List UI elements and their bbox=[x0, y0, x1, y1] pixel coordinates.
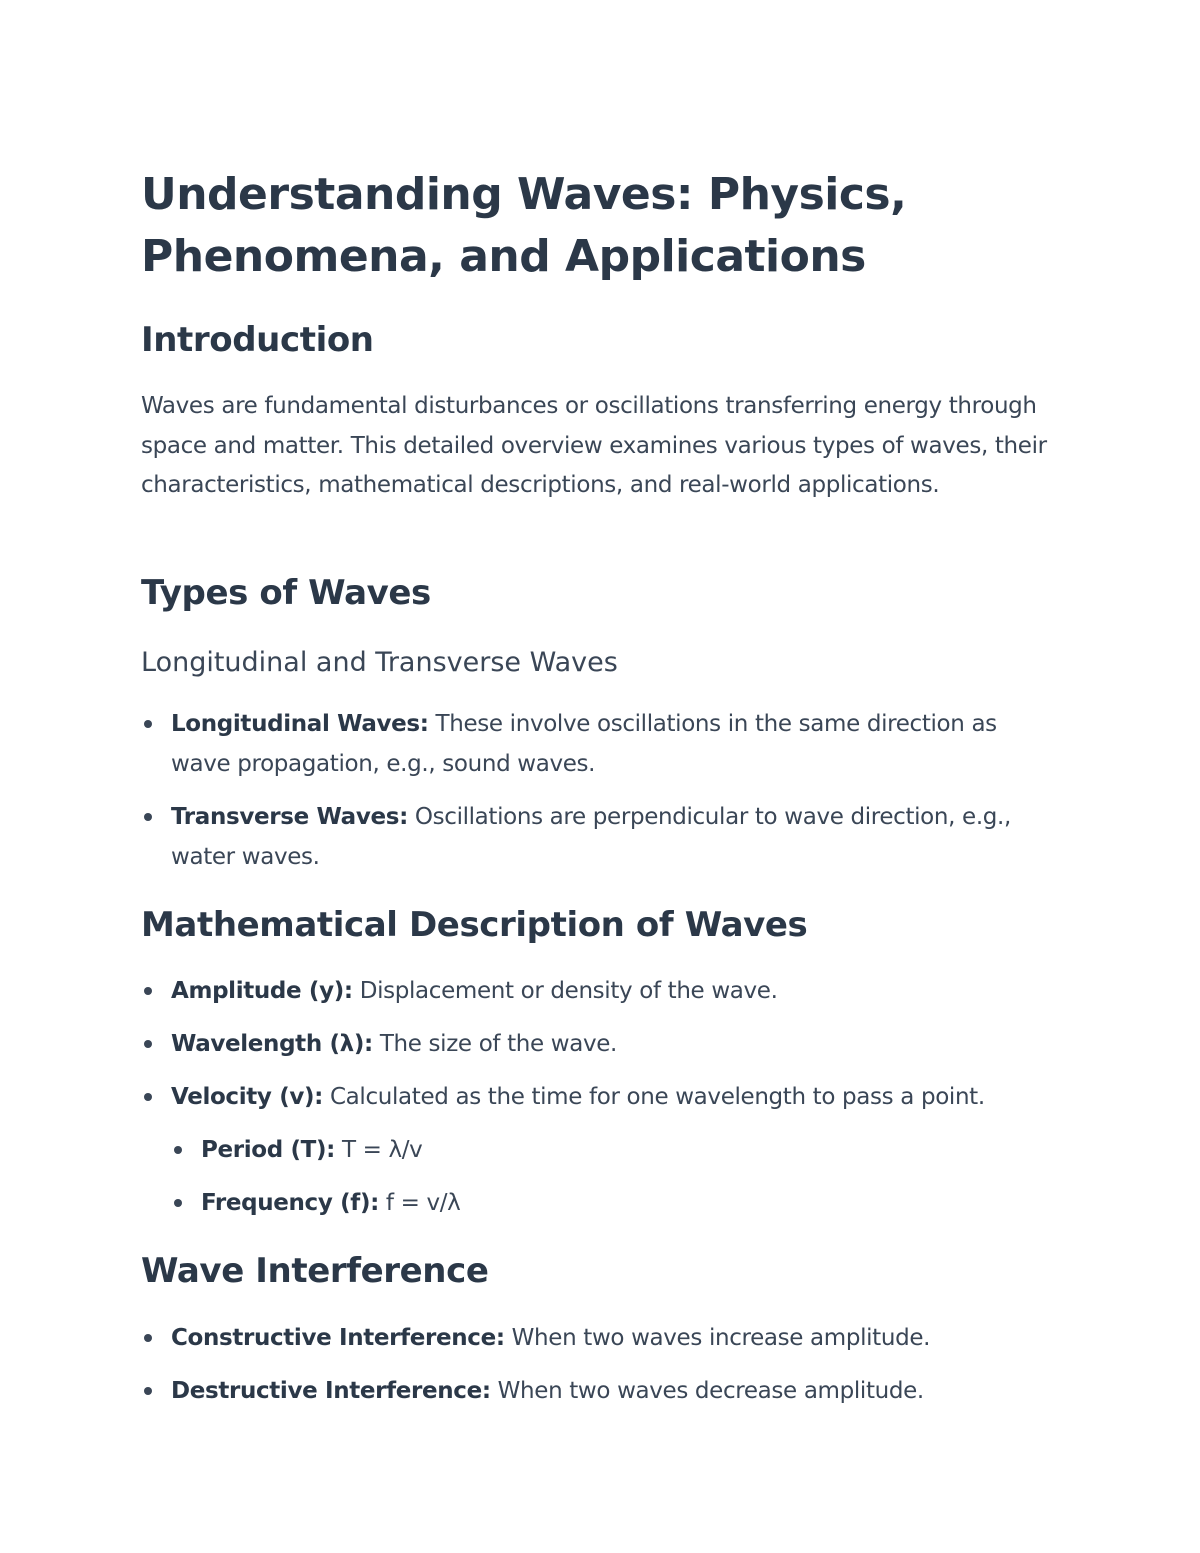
nested-list-item bbox=[171, 1130, 1061, 1170]
interference-list bbox=[141, 1318, 1061, 1411]
document-title: Understanding Waves: Physics, Phenomena, and Applications bbox=[141, 169, 907, 282]
math-list bbox=[141, 971, 1061, 1223]
list-item-text: Displacement or density of the wave. bbox=[352, 978, 778, 1004]
list-item-term: Wavelength (λ): bbox=[171, 1031, 373, 1057]
list-item-term: Constructive Interference: bbox=[171, 1325, 505, 1351]
list-item bbox=[141, 971, 1061, 1011]
types-heading: Types of Waves bbox=[141, 573, 431, 613]
nested-list-item bbox=[171, 1183, 1061, 1223]
list-item bbox=[141, 1077, 1061, 1117]
introduction-paragraph: Waves are fundamental disturbances or oscillations transferring energy through space and matter. This detailed overview examines various types of waves, their characteristics, mathematical descriptions, and real-world applications. bbox=[141, 393, 1047, 498]
list-item bbox=[141, 797, 1061, 877]
list-item-term: Frequency (f): bbox=[201, 1190, 379, 1216]
list-item-text: Calculated as the time for one wavelength to pass a point. bbox=[323, 1084, 985, 1110]
introduction-heading: Introduction bbox=[141, 320, 374, 360]
types-list bbox=[141, 704, 1061, 877]
types-subheading: Longitudinal and Transverse Waves bbox=[141, 647, 618, 678]
list-item-term: Velocity (v): bbox=[171, 1084, 324, 1110]
math-heading: Mathematical Description of Waves bbox=[141, 905, 808, 945]
list-item-text: These involve oscillations in the same direction as wave propagation, e.g., sound waves. bbox=[171, 711, 997, 777]
list-item-text: f = v/λ bbox=[378, 1190, 461, 1216]
list-item-term: Amplitude (y): bbox=[171, 978, 353, 1004]
list-item-text: T = λ/v bbox=[335, 1137, 423, 1163]
list-item bbox=[141, 704, 1061, 784]
interference-heading: Wave Interference bbox=[141, 1251, 489, 1291]
list-item-term: Transverse Waves: bbox=[171, 804, 408, 830]
list-item-text: When two waves increase amplitude. bbox=[504, 1325, 931, 1351]
list-item-text: Oscillations are perpendicular to wave direction, e.g., water waves. bbox=[171, 804, 1011, 870]
list-item-term: Destructive Interference: bbox=[171, 1378, 491, 1404]
list-item bbox=[141, 1024, 1061, 1064]
list-item-text: When two waves decrease amplitude. bbox=[490, 1378, 924, 1404]
list-item bbox=[141, 1371, 1061, 1411]
list-item-term: Longitudinal Waves: bbox=[171, 711, 429, 737]
list-item bbox=[141, 1318, 1061, 1358]
list-item-text: The size of the wave. bbox=[372, 1031, 618, 1057]
list-item-term: Period (T): bbox=[201, 1137, 336, 1163]
